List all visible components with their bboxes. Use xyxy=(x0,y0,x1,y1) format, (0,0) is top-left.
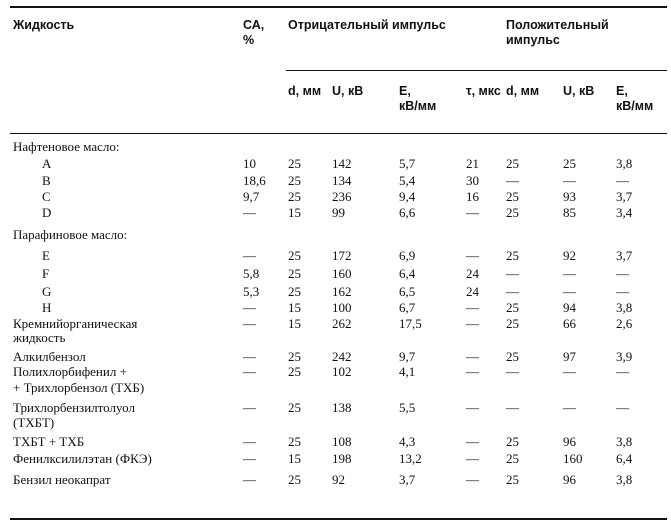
row-name: A xyxy=(42,156,52,171)
cell-ca: 18,6 xyxy=(243,173,266,188)
cell-e-pos: 3,8 xyxy=(616,472,633,487)
cell-e-neg: 6,7 xyxy=(399,300,416,315)
cell-u-pos: — xyxy=(563,173,576,188)
cell-tau: 16 xyxy=(466,189,479,204)
cell-ca: 9,7 xyxy=(243,189,260,204)
table-row xyxy=(0,206,671,220)
cell-d-neg: 25 xyxy=(288,400,301,415)
cell-u-neg: 236 xyxy=(332,189,352,204)
row-name: Трихлорбензилтолуол xyxy=(13,400,135,415)
row-name: Нафтеновое масло: xyxy=(13,139,120,154)
cell-u-neg: 108 xyxy=(332,434,352,449)
cell-tau: 24 xyxy=(466,284,479,299)
cell-u-neg: 100 xyxy=(332,300,352,315)
cell-d-pos: 25 xyxy=(506,316,519,331)
subheader-e-pos: E, xyxy=(616,84,628,98)
cell-u-neg: 102 xyxy=(332,364,352,379)
cell-ca: — xyxy=(243,205,256,220)
cell-e-neg: 3,7 xyxy=(399,472,416,487)
table-row xyxy=(0,452,671,466)
cell-e-pos: — xyxy=(616,173,629,188)
header-positive-impulse-2: импульс xyxy=(506,33,560,47)
row-name: Бензил неокапрат xyxy=(13,472,111,487)
cell-d-pos: 25 xyxy=(506,472,519,487)
cell-e-pos: 3,7 xyxy=(616,189,633,204)
cell-tau: 21 xyxy=(466,156,479,171)
row-name: Алкилбензол xyxy=(13,349,86,364)
cell-e-pos: — xyxy=(616,400,629,415)
cell-u-pos: 93 xyxy=(563,189,576,204)
cell-tau: — xyxy=(466,451,479,466)
table-row xyxy=(0,285,671,299)
cell-e-neg: 9,7 xyxy=(399,349,416,364)
cell-e-neg: 6,6 xyxy=(399,205,416,220)
cell-ca: — xyxy=(243,349,256,364)
table-row xyxy=(0,174,671,188)
cell-e-neg: 6,9 xyxy=(399,248,416,263)
cell-d-neg: 15 xyxy=(288,316,301,331)
cell-d-neg: 25 xyxy=(288,364,301,379)
row-name: ТХБТ + ТХБ xyxy=(13,434,85,449)
cell-d-pos: 25 xyxy=(506,248,519,263)
cell-u-pos: 160 xyxy=(563,451,583,466)
cell-e-pos: 3,4 xyxy=(616,205,633,220)
row-name: Фенилксилилэтан (ФКЭ) xyxy=(13,451,152,466)
cell-e-pos: — xyxy=(616,364,629,379)
top-rule xyxy=(10,6,667,8)
cell-d-neg: 25 xyxy=(288,434,301,449)
table-row xyxy=(0,416,671,430)
cell-ca: — xyxy=(243,316,256,331)
cell-ca: — xyxy=(243,434,256,449)
subheader-e-pos-unit: кВ/мм xyxy=(616,99,654,113)
cell-e-neg: 4,3 xyxy=(399,434,416,449)
table-row xyxy=(0,267,671,281)
cell-tau: — xyxy=(466,316,479,331)
cell-ca: 5,3 xyxy=(243,284,260,299)
cell-u-neg: 160 xyxy=(332,266,352,281)
cell-u-pos: 92 xyxy=(563,248,576,263)
cell-tau: — xyxy=(466,364,479,379)
cell-e-neg: 9,4 xyxy=(399,189,416,204)
cell-u-neg: 142 xyxy=(332,156,352,171)
cell-d-neg: 25 xyxy=(288,173,301,188)
cell-u-pos: 97 xyxy=(563,349,576,364)
cell-e-pos: 3,7 xyxy=(616,248,633,263)
row-name: E xyxy=(42,248,50,263)
row-name: G xyxy=(42,284,52,299)
cell-d-pos: — xyxy=(506,284,519,299)
subheader-e-neg: E, xyxy=(399,84,411,98)
cell-tau: 30 xyxy=(466,173,479,188)
row-name: (ТХБТ) xyxy=(13,415,55,430)
table-row xyxy=(0,435,671,449)
row-name: + Трихлорбензол (ТХБ) xyxy=(13,380,145,395)
cell-d-neg: 25 xyxy=(288,156,301,171)
cell-e-pos: — xyxy=(616,284,629,299)
cell-u-pos: 66 xyxy=(563,316,576,331)
cell-tau: — xyxy=(466,205,479,220)
cell-e-pos: 3,8 xyxy=(616,434,633,449)
subheader-d-pos: d, мм xyxy=(506,84,540,98)
cell-u-neg: 242 xyxy=(332,349,352,364)
table-row xyxy=(0,473,671,487)
table-row xyxy=(0,317,671,331)
table-row xyxy=(0,381,671,395)
cell-tau: — xyxy=(466,400,479,415)
cell-d-neg: 25 xyxy=(288,349,301,364)
cell-e-pos: — xyxy=(616,266,629,281)
cell-d-pos: — xyxy=(506,173,519,188)
cell-u-pos: — xyxy=(563,284,576,299)
cell-u-neg: 138 xyxy=(332,400,352,415)
cell-d-pos: — xyxy=(506,364,519,379)
cell-u-neg: 172 xyxy=(332,248,352,263)
cell-e-neg: 4,1 xyxy=(399,364,416,379)
cell-e-neg: 5,4 xyxy=(399,173,416,188)
cell-ca: — xyxy=(243,472,256,487)
cell-u-neg: 198 xyxy=(332,451,352,466)
row-name: D xyxy=(42,205,52,220)
row-name: H xyxy=(42,300,52,315)
cell-u-pos: 85 xyxy=(563,205,576,220)
cell-tau: — xyxy=(466,300,479,315)
cell-tau: — xyxy=(466,434,479,449)
cell-d-pos: 25 xyxy=(506,349,519,364)
subheader-u-neg: U, кВ xyxy=(332,84,364,98)
subheader-u-pos: U, кВ xyxy=(563,84,595,98)
table-row xyxy=(0,190,671,204)
cell-d-neg: 25 xyxy=(288,248,301,263)
cell-e-pos: 3,9 xyxy=(616,349,633,364)
cell-e-pos: 6,4 xyxy=(616,451,633,466)
table-row xyxy=(0,331,671,345)
header-negative-impulse: Отрицательный импульс xyxy=(288,18,446,32)
bottom-rule xyxy=(10,518,667,520)
cell-d-neg: 25 xyxy=(288,266,301,281)
row-name: Полихлорбифенил + xyxy=(13,364,127,379)
cell-tau: — xyxy=(466,472,479,487)
row-name: Кремнийорганическая xyxy=(13,316,138,331)
cell-u-neg: 262 xyxy=(332,316,352,331)
subheader-tau: τ, мкс xyxy=(466,84,501,98)
cell-tau: — xyxy=(466,248,479,263)
header-ca: СА, xyxy=(243,18,265,32)
cell-e-pos: 3,8 xyxy=(616,300,633,315)
header-liquid: Жидкость xyxy=(13,18,75,32)
cell-ca: — xyxy=(243,400,256,415)
table-row xyxy=(0,228,671,242)
cell-e-neg: 6,5 xyxy=(399,284,416,299)
row-name: C xyxy=(42,189,51,204)
row-name: F xyxy=(42,266,50,281)
table-row xyxy=(0,350,671,364)
cell-d-neg: 25 xyxy=(288,284,301,299)
header-positive-impulse: Положительный xyxy=(506,18,609,32)
cell-d-pos: 25 xyxy=(506,300,519,315)
cell-d-neg: 25 xyxy=(288,472,301,487)
cell-e-neg: 5,7 xyxy=(399,156,416,171)
cell-u-pos: — xyxy=(563,400,576,415)
cell-u-neg: 92 xyxy=(332,472,345,487)
cell-d-pos: — xyxy=(506,266,519,281)
row-name: B xyxy=(42,173,51,188)
cell-ca: — xyxy=(243,364,256,379)
table-row xyxy=(0,249,671,263)
table-row xyxy=(0,140,671,154)
cell-e-neg: 5,5 xyxy=(399,400,416,415)
cell-e-pos: 3,8 xyxy=(616,156,633,171)
cell-u-pos: 96 xyxy=(563,472,576,487)
cell-u-neg: 99 xyxy=(332,205,345,220)
cell-ca: — xyxy=(243,300,256,315)
header-bottom-rule xyxy=(10,133,667,134)
cell-d-pos: — xyxy=(506,400,519,415)
table-row xyxy=(0,301,671,315)
subheader-d-neg: d, мм xyxy=(288,84,322,98)
cell-u-pos: 25 xyxy=(563,156,576,171)
table-row xyxy=(0,157,671,171)
cell-u-pos: — xyxy=(563,364,576,379)
cell-d-neg: 15 xyxy=(288,205,301,220)
cell-d-neg: 25 xyxy=(288,189,301,204)
row-name: Парафиновое масло: xyxy=(13,227,128,242)
cell-ca: 10 xyxy=(243,156,256,171)
subheader-e-neg-unit: кВ/мм xyxy=(399,99,437,113)
header-ca-unit: % xyxy=(243,33,255,47)
cell-e-neg: 17,5 xyxy=(399,316,422,331)
cell-tau: 24 xyxy=(466,266,479,281)
cell-d-pos: 25 xyxy=(506,434,519,449)
cell-ca: — xyxy=(243,248,256,263)
cell-d-pos: 25 xyxy=(506,156,519,171)
cell-ca: — xyxy=(243,451,256,466)
cell-d-pos: 25 xyxy=(506,189,519,204)
cell-u-neg: 134 xyxy=(332,173,352,188)
subheader-rule xyxy=(286,70,667,71)
cell-u-pos: 94 xyxy=(563,300,576,315)
cell-u-pos: 96 xyxy=(563,434,576,449)
cell-d-pos: 25 xyxy=(506,205,519,220)
cell-u-pos: — xyxy=(563,266,576,281)
table-row xyxy=(0,401,671,415)
table-row xyxy=(0,365,671,379)
row-name: жидкость xyxy=(13,330,66,345)
cell-d-neg: 15 xyxy=(288,451,301,466)
cell-ca: 5,8 xyxy=(243,266,260,281)
cell-u-neg: 162 xyxy=(332,284,352,299)
cell-d-neg: 15 xyxy=(288,300,301,315)
cell-d-pos: 25 xyxy=(506,451,519,466)
cell-e-neg: 13,2 xyxy=(399,451,422,466)
cell-tau: — xyxy=(466,349,479,364)
cell-e-pos: 2,6 xyxy=(616,316,633,331)
cell-e-neg: 6,4 xyxy=(399,266,416,281)
